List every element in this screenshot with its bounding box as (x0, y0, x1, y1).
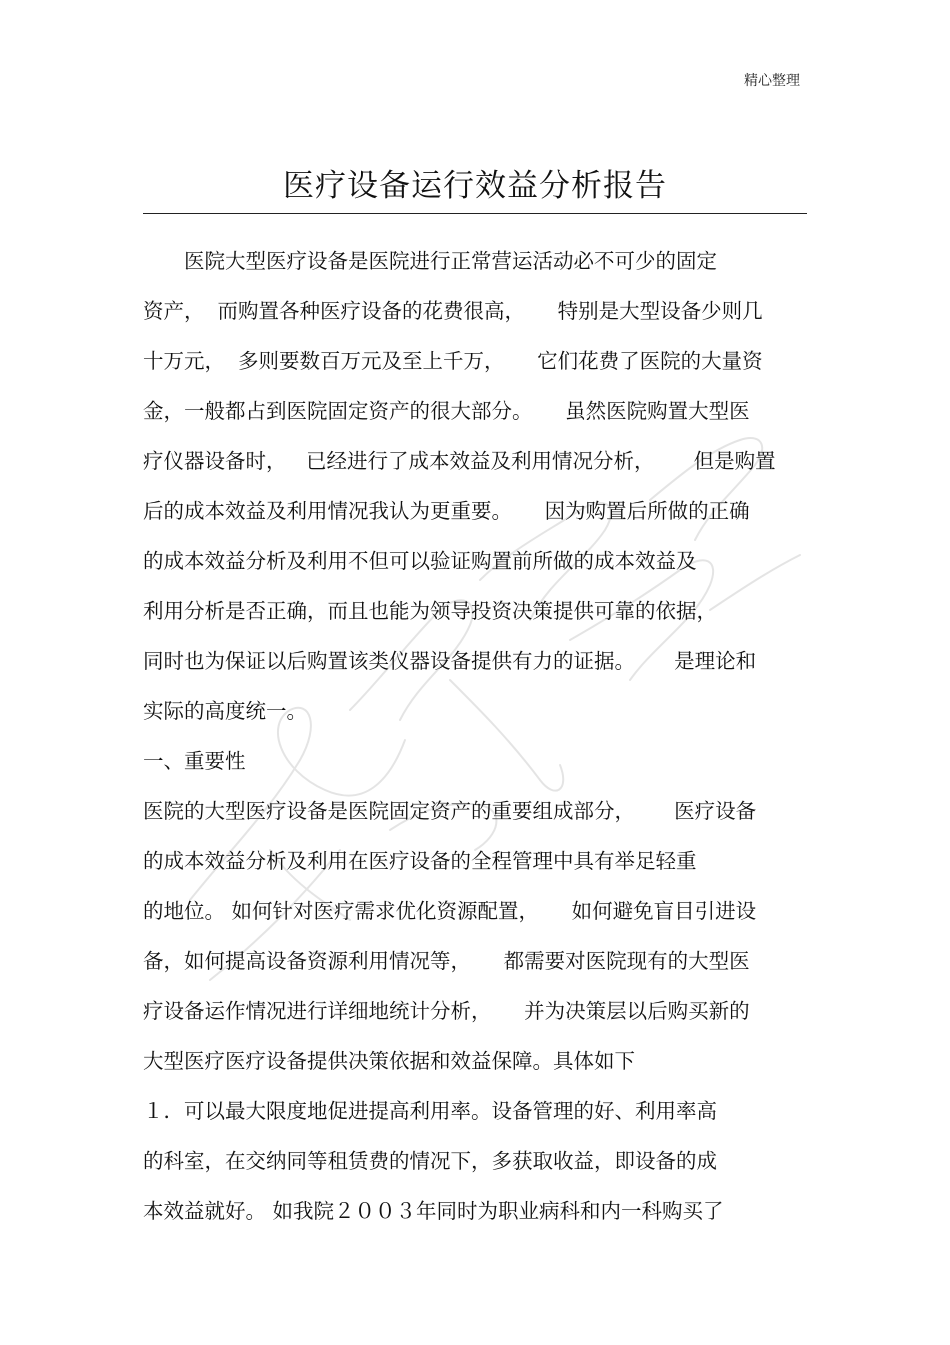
body-line: 同时也为保证以后购置该类仪器设备提供有力的证据。 是理论和 (143, 649, 757, 673)
body-line: 金，一般都占到医院固定资产的很大部分。 虽然医院购置大型医 (143, 399, 750, 423)
body-line: 的科室，在交纳同等租赁费的情况下，多获取收益，即设备的成 (143, 1149, 717, 1173)
body-line: 疗仪器设备时， 已经进行了成本效益及利用情况分析， 但是购置 (143, 449, 776, 473)
body-line: 大型医疗医疗设备提供决策依据和效益保障。具体如下 (143, 1049, 635, 1073)
body-line: 的地位。 如何针对医疗需求优化资源配置， 如何避免盲目引进设 (143, 899, 757, 923)
body-line: 十万元， 多则要数百万元及至上千万， 它们花费了医院的大量资 (143, 349, 763, 373)
body-line: 医院的大型医疗设备是医院固定资产的重要组成部分， 医疗设备 (143, 799, 757, 823)
body-line: 医院大型医疗设备是医院进行正常营运活动必不可少的固定 (143, 249, 717, 273)
section-heading: 一、重要性 (143, 749, 246, 773)
header-note: 精心整理 (744, 73, 800, 89)
body-line: 的成本效益分析及利用在医疗设备的全程管理中具有举足轻重 (143, 849, 697, 873)
body-line: 备，如何提高设备资源利用情况等， 都需要对医院现有的大型医 (143, 949, 750, 973)
body-line: 后的成本效益及利用情况我认为更重要。 因为购置后所做的正确 (143, 499, 750, 523)
body-line: 的成本效益分析及利用不但可以验证购置前所做的成本效益及 (143, 549, 697, 573)
body-line: 疗设备运作情况进行详细地统计分析， 并为决策层以后购买新的 (143, 999, 750, 1023)
body-line: 资产， 而购置各种医疗设备的花费很高， 特别是大型设备少则几 (143, 299, 763, 323)
document-body (143, 236, 807, 1236)
body-line: 实际的高度统一。 (143, 699, 307, 723)
list-item-line: １．可以最大限度地促进提高利用率。设备管理的好、利用率高 (143, 1099, 717, 1123)
title-divider (143, 213, 807, 214)
body-line: 本效益就好。 如我院２００３年同时为职业病科和内一科购买了 (143, 1199, 724, 1223)
body-line: 利用分析是否正确，而且也能为领导投资决策提供可靠的依据， (143, 599, 717, 623)
document-title: 医疗设备运行效益分析报告 (283, 168, 667, 204)
